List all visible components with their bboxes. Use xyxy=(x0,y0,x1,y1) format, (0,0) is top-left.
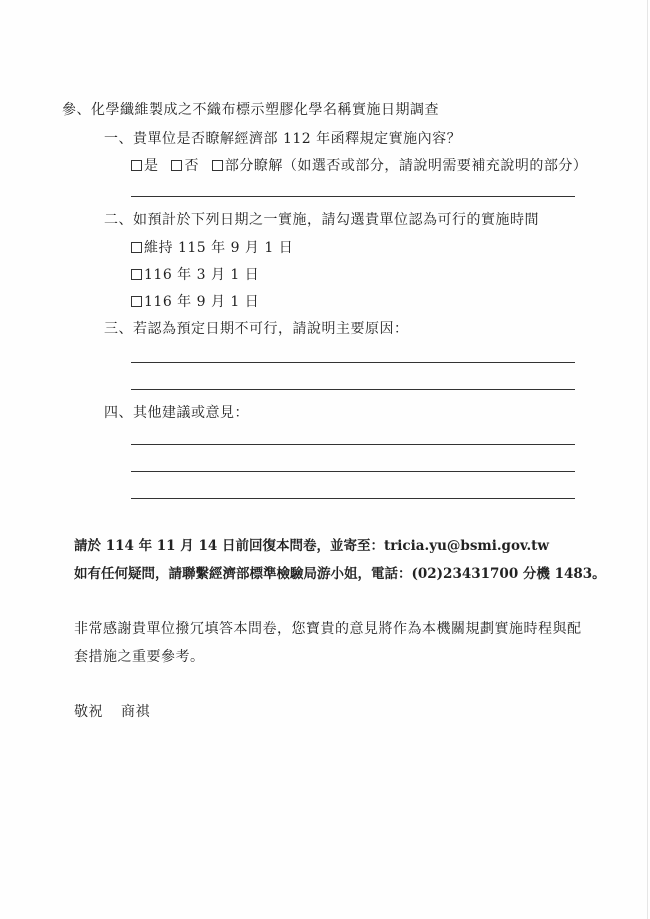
q2-option-1[interactable] xyxy=(131,239,293,257)
question-2-text: 二、如預計於下列日期之一實施，請勾選貴單位認為可行的實施時間 xyxy=(104,212,539,228)
section-title: 參、化學纖維製成之不織布標示塑膠化學名稱實施日期調查 xyxy=(62,102,439,118)
page-edge xyxy=(647,0,648,919)
q2-option-2-checkbox[interactable] xyxy=(131,269,142,280)
q1-yes-label: 是 xyxy=(144,158,159,174)
q2-option-3[interactable] xyxy=(131,293,259,311)
q1-yes-checkbox[interactable] xyxy=(131,160,142,171)
q3-answer-line-2[interactable] xyxy=(131,389,575,390)
q1-answer-line[interactable] xyxy=(131,196,575,197)
q4-answer-line-3[interactable] xyxy=(131,498,575,499)
thanks-line-2: 套措施之重要參考。 xyxy=(74,649,205,665)
question-4-text: 四、其他建議或意見： xyxy=(104,405,249,421)
q2-option-2[interactable] xyxy=(131,266,259,284)
q2-option-2-label: 116 年 3 月 1 日 xyxy=(144,267,260,283)
q1-option-partial[interactable] xyxy=(212,158,588,174)
q3-answer-line-1[interactable] xyxy=(131,362,575,363)
closing-salutation: 敬祝 xyxy=(74,704,103,720)
question-1-options xyxy=(131,157,587,175)
q2-option-1-checkbox[interactable] xyxy=(131,242,142,253)
q1-partial-label: 部分瞭解（如選否或部分，請說明需要補充說明的部分） xyxy=(224,158,588,174)
closing-wish: 商祺 xyxy=(121,704,150,720)
q1-option-yes[interactable] xyxy=(131,158,159,174)
q1-no-label: 否 xyxy=(184,158,199,174)
q1-option-no[interactable] xyxy=(171,158,199,174)
closing xyxy=(74,703,150,721)
question-1-text: 一、貴單位是否瞭解經濟部 112 年函釋規定實施內容？ xyxy=(104,131,462,147)
q2-option-3-label: 116 年 9 月 1 日 xyxy=(144,294,260,310)
thanks-line-1: 非常感謝貴單位撥冗填答本問卷，您寶貴的意見將作為本機關規劃實施時程與配 xyxy=(74,621,582,637)
contact-notice: 如有任何疑問，請聯繫經濟部標準檢驗局游小姐，電話：(02)23431700 分機 1483。 xyxy=(74,566,606,582)
q4-answer-line-2[interactable] xyxy=(131,471,575,472)
q1-partial-checkbox[interactable] xyxy=(212,160,223,171)
reply-deadline-notice: 請於 114 年 11 月 14 日前回復本問卷，並寄至：tricia.yu@bsmi.gov.tw xyxy=(74,538,550,554)
q1-no-checkbox[interactable] xyxy=(171,160,182,171)
q2-option-1-label: 維持 115 年 9 月 1 日 xyxy=(144,240,294,256)
question-3-text: 三、若認為預定日期不可行，請說明主要原因： xyxy=(104,321,409,337)
q4-answer-line-1[interactable] xyxy=(131,444,575,445)
q2-option-3-checkbox[interactable] xyxy=(131,296,142,307)
